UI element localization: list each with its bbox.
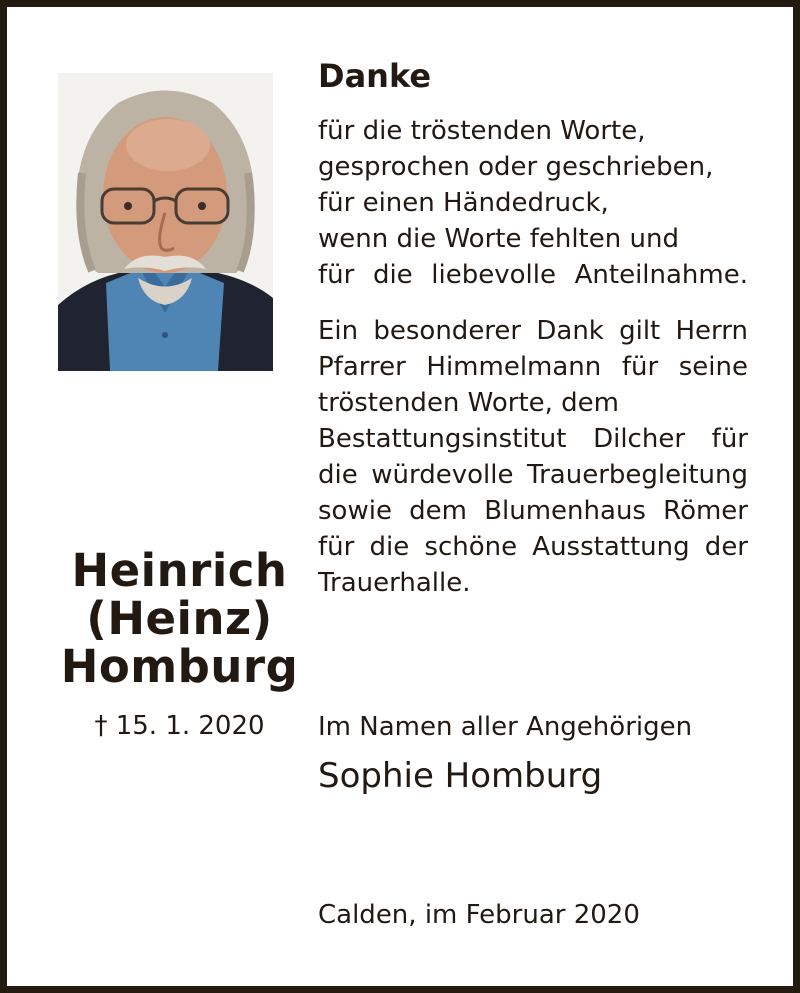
- family-line: Im Namen aller Angehörigen: [318, 712, 693, 742]
- thanks-line: wenn die Worte fehlten und: [318, 224, 679, 254]
- special-thanks-line: Ein besonderer Dank gilt Herrn: [318, 316, 748, 346]
- deceased-first-name: Heinrich: [71, 544, 288, 597]
- special-thanks-line: sowie dem Blumenhaus Römer: [318, 496, 748, 526]
- special-thanks-line: die würdevolle Trauerbegleitung: [318, 460, 748, 490]
- thanks-line: gesprochen oder geschrieben,: [318, 152, 714, 182]
- deceased-nickname: (Heinz): [86, 592, 273, 645]
- place-date: Calden, im Februar 2020: [318, 900, 640, 930]
- deceased-name: [37, 544, 322, 693]
- special-thanks-line: tröstenden Worte, dem: [318, 388, 620, 418]
- thanks-line: für die tröstenden Worte,: [318, 116, 646, 146]
- special-thanks-line: Trauerhalle.: [318, 568, 471, 598]
- death-date: † 15. 1. 2020: [94, 711, 265, 741]
- deceased-last-name: Homburg: [60, 640, 299, 693]
- special-thanks-paragraph: [318, 313, 748, 601]
- thanks-paragraph: [318, 113, 748, 293]
- special-thanks-line: für die schöne Ausstattung der: [318, 532, 748, 562]
- heading: Danke: [318, 57, 432, 95]
- thanks-line: für einen Händedruck,: [318, 188, 609, 218]
- portrait-photo: [58, 73, 273, 371]
- special-thanks-line: Pfarrer Himmelmann für seine: [318, 352, 748, 382]
- signer-name: Sophie Homburg: [318, 756, 603, 796]
- thanks-line: für die liebevolle Anteilnahme.: [318, 260, 748, 290]
- special-thanks-line: Bestattungsinstitut Dilcher für: [318, 424, 748, 454]
